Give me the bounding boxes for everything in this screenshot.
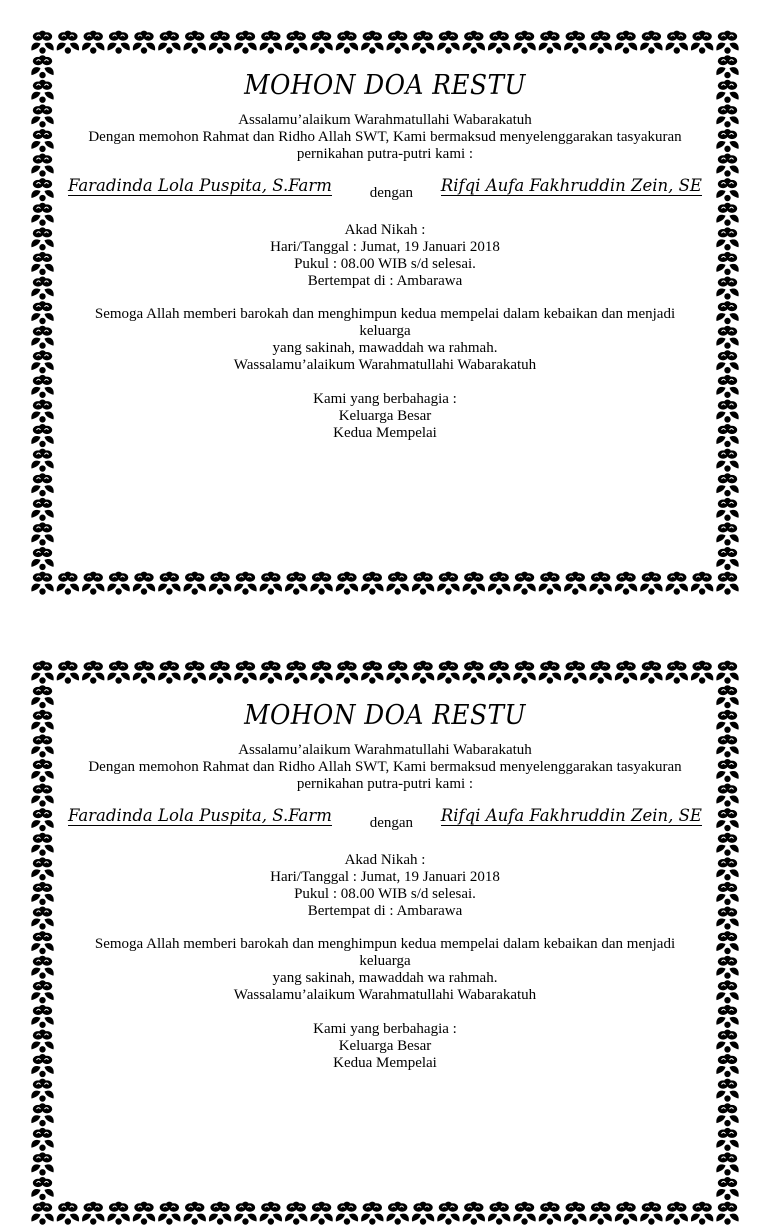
flower-ornament-icon: [209, 1202, 231, 1225]
flower-ornament-icon: [691, 661, 713, 684]
flower-ornament-icon: [310, 572, 332, 595]
flower-ornament-icon: [31, 301, 53, 324]
intro-line-2: pernikahan putra-putri kami :: [296, 146, 474, 162]
flower-ornament-icon: [31, 734, 53, 757]
flower-ornament-icon: [31, 104, 53, 127]
intro-line-2: pernikahan putra-putri kami :: [296, 776, 474, 792]
invitation-card: [30, 660, 740, 1226]
flower-ornament-icon: [716, 1177, 738, 1200]
flower-ornament-icon: [31, 326, 53, 349]
flower-ornament-icon: [666, 572, 688, 595]
flower-ornament-icon: [31, 1177, 53, 1200]
flower-ornament-icon: [31, 449, 53, 472]
flower-ornament-icon: [716, 1103, 738, 1126]
invitation-title: MOHON DOA RESTU: [244, 700, 526, 731]
flower-ornament-icon: [666, 661, 688, 684]
flower-ornament-icon: [209, 572, 231, 595]
flower-ornament-icon: [437, 572, 459, 595]
flower-ornament-icon: [716, 55, 738, 78]
flower-ornament-icon: [488, 661, 510, 684]
flower-ornament-icon: [31, 80, 53, 103]
flower-ornament-icon: [31, 759, 53, 782]
flower-ornament-icon: [31, 424, 53, 447]
signature-family: Keluarga Besar: [338, 1038, 432, 1054]
flower-ornament-icon: [412, 31, 434, 54]
flower-ornament-icon: [589, 661, 611, 684]
flower-ornament-icon: [107, 31, 129, 54]
flower-ornament-icon: [589, 1202, 611, 1225]
flower-ornament-icon: [716, 350, 738, 373]
flower-ornament-icon: [716, 833, 738, 856]
flower-ornament-icon: [640, 572, 662, 595]
flower-ornament-icon: [31, 350, 53, 373]
flower-ornament-icon: [57, 31, 79, 54]
signature-couple: Kedua Mempelai: [333, 1055, 437, 1071]
flower-ornament-icon: [716, 203, 738, 226]
flower-ornament-icon: [285, 1202, 307, 1225]
flower-ornament-icon: [31, 1128, 53, 1151]
flower-ornament-icon: [31, 1079, 53, 1102]
flower-ornament-icon: [691, 31, 713, 54]
flower-ornament-icon: [437, 1202, 459, 1225]
flower-ornament-icon: [31, 956, 53, 979]
flower-ornament-icon: [31, 931, 53, 954]
flower-ornament-icon: [133, 572, 155, 595]
flower-ornament-icon: [336, 1202, 358, 1225]
flower-ornament-icon: [716, 1079, 738, 1102]
prayer-line-2: yang sakinah, mawaddah wa rahmah.: [272, 970, 498, 986]
groom-name: Rifqi Aufa Fakhruddin Zein, SE: [440, 806, 702, 825]
event-date: Hari/Tanggal : Jumat, 19 Januari 2018: [270, 869, 500, 885]
flower-ornament-icon: [539, 1202, 561, 1225]
flower-ornament-icon: [716, 301, 738, 324]
flower-ornament-icon: [513, 31, 535, 54]
flower-ornament-icon: [386, 661, 408, 684]
flower-ornament-icon: [716, 178, 738, 201]
flower-ornament-icon: [234, 1202, 256, 1225]
flower-ornament-icon: [158, 1202, 180, 1225]
flower-ornament-icon: [564, 31, 586, 54]
flower-ornament-icon: [184, 572, 206, 595]
flower-ornament-icon: [463, 1202, 485, 1225]
flower-ornament-icon: [31, 1202, 53, 1225]
flower-ornament-icon: [513, 1202, 535, 1225]
event-place: Bertempat di : Ambarawa: [307, 903, 463, 919]
flower-ornament-icon: [691, 1202, 713, 1225]
flower-ornament-icon: [31, 808, 53, 831]
flower-ornament-icon: [488, 1202, 510, 1225]
flower-ornament-icon: [31, 1152, 53, 1175]
flower-ornament-icon: [260, 661, 282, 684]
flower-ornament-icon: [589, 572, 611, 595]
flower-ornament-icon: [716, 522, 738, 545]
flower-ornament-icon: [640, 661, 662, 684]
closing-greeting: Wassalamu’alaikum Warahmatullahi Wabarakatuh: [233, 357, 537, 373]
flower-ornament-icon: [184, 1202, 206, 1225]
flower-ornament-icon: [716, 252, 738, 275]
flower-ornament-icon: [31, 522, 53, 545]
prayer-line-1: Semoga Allah memberi barokah dan menghimpun kedua mempelai dalam kebaikan dan menjadi keluarga: [94, 936, 676, 969]
event-time: Pukul : 08.00 WIB s/d selesai.: [294, 256, 476, 272]
flower-ornament-icon: [184, 31, 206, 54]
event-date: Hari/Tanggal : Jumat, 19 Januari 2018: [270, 239, 500, 255]
flower-ornament-icon: [285, 572, 307, 595]
flower-ornament-icon: [513, 572, 535, 595]
flower-ornament-icon: [716, 449, 738, 472]
flower-ornament-icon: [209, 661, 231, 684]
bride-name: Faradinda Lola Puspita, S.Farm: [68, 176, 332, 195]
flower-ornament-icon: [463, 31, 485, 54]
flower-ornament-icon: [31, 399, 53, 422]
flower-ornament-icon: [184, 661, 206, 684]
flower-ornament-icon: [31, 203, 53, 226]
flower-ornament-icon: [107, 1202, 129, 1225]
flower-ornament-icon: [31, 55, 53, 78]
flower-ornament-icon: [31, 547, 53, 570]
flower-ornament-icon: [234, 572, 256, 595]
closing-greeting: Wassalamu’alaikum Warahmatullahi Wabarakatuh: [233, 987, 537, 1003]
flower-ornament-icon: [260, 31, 282, 54]
flower-ornament-icon: [539, 661, 561, 684]
flower-ornament-icon: [31, 375, 53, 398]
flower-ornament-icon: [158, 661, 180, 684]
connector-word: dengan: [369, 185, 414, 201]
flower-ornament-icon: [31, 784, 53, 807]
flower-ornament-icon: [31, 154, 53, 177]
flower-ornament-icon: [564, 1202, 586, 1225]
greeting: Assalamu’alaikum Warahmatullahi Wabarakatuh: [238, 112, 532, 128]
flower-ornament-icon: [31, 227, 53, 250]
flower-ornament-icon: [589, 31, 611, 54]
flower-ornament-icon: [31, 661, 53, 684]
flower-ornament-icon: [82, 661, 104, 684]
flower-ornament-icon: [82, 1202, 104, 1225]
flower-ornament-icon: [716, 1152, 738, 1175]
flower-ornament-icon: [412, 1202, 434, 1225]
flower-ornament-icon: [615, 661, 637, 684]
flower-ornament-icon: [31, 907, 53, 930]
flower-ornament-icon: [158, 572, 180, 595]
flower-ornament-icon: [386, 1202, 408, 1225]
signature-label: Kami yang berbahagia :: [313, 1021, 457, 1037]
flower-ornament-icon: [133, 1202, 155, 1225]
flower-ornament-icon: [666, 31, 688, 54]
flower-ornament-icon: [640, 1202, 662, 1225]
flower-ornament-icon: [564, 661, 586, 684]
flower-ornament-icon: [31, 1005, 53, 1028]
flower-ornament-icon: [107, 661, 129, 684]
flower-ornament-icon: [133, 661, 155, 684]
couple-names: [68, 176, 702, 201]
flower-ornament-icon: [31, 252, 53, 275]
flower-ornament-icon: [716, 931, 738, 954]
invitation-content: [70, 700, 700, 1072]
flower-ornament-icon: [666, 1202, 688, 1225]
signature-couple: Kedua Mempelai: [333, 425, 437, 441]
flower-ornament-icon: [488, 572, 510, 595]
flower-ornament-icon: [234, 661, 256, 684]
flower-ornament-icon: [716, 685, 738, 708]
intro-line-1: Dengan memohon Rahmat dan Ridho Allah SWT, Kami bermaksud menyelenggarakan tasyakuran: [88, 759, 682, 775]
flower-ornament-icon: [31, 277, 53, 300]
couple-names: [68, 806, 702, 831]
flower-ornament-icon: [716, 80, 738, 103]
flower-ornament-icon: [539, 572, 561, 595]
signature-label: Kami yang berbahagia :: [313, 391, 457, 407]
flower-ornament-icon: [31, 178, 53, 201]
flower-ornament-icon: [31, 685, 53, 708]
akad-label: Akad Nikah :: [344, 222, 426, 238]
flower-ornament-icon: [31, 833, 53, 856]
flower-ornament-icon: [412, 661, 434, 684]
flower-ornament-icon: [716, 572, 738, 595]
flower-ornament-icon: [488, 31, 510, 54]
flower-ornament-icon: [31, 857, 53, 880]
flower-ornament-icon: [716, 1005, 738, 1028]
flower-ornament-icon: [716, 784, 738, 807]
flower-ornament-icon: [716, 154, 738, 177]
flower-ornament-icon: [716, 424, 738, 447]
flower-ornament-icon: [716, 31, 738, 54]
flower-ornament-icon: [310, 31, 332, 54]
flower-ornament-icon: [82, 572, 104, 595]
flower-ornament-icon: [716, 498, 738, 521]
flower-ornament-icon: [716, 808, 738, 831]
flower-ornament-icon: [31, 572, 53, 595]
flower-ornament-icon: [564, 572, 586, 595]
flower-ornament-icon: [57, 572, 79, 595]
flower-ornament-icon: [361, 1202, 383, 1225]
flower-ornament-icon: [716, 734, 738, 757]
flower-ornament-icon: [716, 104, 738, 127]
flower-ornament-icon: [310, 661, 332, 684]
flower-ornament-icon: [716, 1054, 738, 1077]
flower-ornament-icon: [82, 31, 104, 54]
prayer-line-1: Semoga Allah memberi barokah dan menghimpun kedua mempelai dalam kebaikan dan menjadi keluarga: [94, 306, 676, 339]
flower-ornament-icon: [716, 399, 738, 422]
flower-ornament-icon: [57, 661, 79, 684]
flower-ornament-icon: [412, 572, 434, 595]
flower-ornament-icon: [31, 473, 53, 496]
flower-ornament-icon: [31, 1054, 53, 1077]
greeting: Assalamu’alaikum Warahmatullahi Wabarakatuh: [238, 742, 532, 758]
flower-ornament-icon: [716, 759, 738, 782]
flower-ornament-icon: [336, 31, 358, 54]
flower-ornament-icon: [260, 572, 282, 595]
intro-line-1: Dengan memohon Rahmat dan Ridho Allah SWT, Kami bermaksud menyelenggarakan tasyakuran: [88, 129, 682, 145]
flower-ornament-icon: [716, 1029, 738, 1052]
prayer-line-2: yang sakinah, mawaddah wa rahmah.: [272, 340, 498, 356]
flower-ornament-icon: [107, 572, 129, 595]
invitation-title: MOHON DOA RESTU: [244, 70, 526, 101]
flower-ornament-icon: [386, 31, 408, 54]
flower-ornament-icon: [361, 661, 383, 684]
flower-ornament-icon: [31, 980, 53, 1003]
flower-ornament-icon: [463, 572, 485, 595]
connector-word: dengan: [369, 815, 414, 831]
flower-ornament-icon: [133, 31, 155, 54]
flower-ornament-icon: [716, 473, 738, 496]
flower-ornament-icon: [361, 31, 383, 54]
flower-ornament-icon: [31, 882, 53, 905]
flower-ornament-icon: [260, 1202, 282, 1225]
flower-ornament-icon: [716, 547, 738, 570]
flower-ornament-icon: [716, 980, 738, 1003]
event-place: Bertempat di : Ambarawa: [307, 273, 463, 289]
flower-ornament-icon: [437, 661, 459, 684]
flower-ornament-icon: [716, 1202, 738, 1225]
flower-ornament-icon: [31, 1103, 53, 1126]
flower-ornament-icon: [31, 129, 53, 152]
flower-ornament-icon: [615, 1202, 637, 1225]
flower-ornament-icon: [640, 31, 662, 54]
flower-ornament-icon: [716, 956, 738, 979]
flower-ornament-icon: [615, 572, 637, 595]
flower-ornament-icon: [437, 31, 459, 54]
flower-ornament-icon: [31, 710, 53, 733]
invitation-card: [30, 30, 740, 596]
flower-ornament-icon: [716, 129, 738, 152]
flower-ornament-icon: [513, 661, 535, 684]
flower-ornament-icon: [716, 227, 738, 250]
flower-ornament-icon: [336, 572, 358, 595]
event-time: Pukul : 08.00 WIB s/d selesai.: [294, 886, 476, 902]
invitation-content: [70, 70, 700, 442]
akad-label: Akad Nikah :: [344, 852, 426, 868]
groom-name: Rifqi Aufa Fakhruddin Zein, SE: [440, 176, 702, 195]
flower-ornament-icon: [716, 326, 738, 349]
flower-ornament-icon: [615, 31, 637, 54]
flower-ornament-icon: [716, 1128, 738, 1151]
flower-ornament-icon: [57, 1202, 79, 1225]
flower-ornament-icon: [234, 31, 256, 54]
flower-ornament-icon: [716, 907, 738, 930]
flower-ornament-icon: [716, 710, 738, 733]
flower-ornament-icon: [158, 31, 180, 54]
flower-ornament-icon: [716, 661, 738, 684]
flower-ornament-icon: [716, 882, 738, 905]
flower-ornament-icon: [716, 857, 738, 880]
flower-ornament-icon: [310, 1202, 332, 1225]
flower-ornament-icon: [285, 31, 307, 54]
flower-ornament-icon: [336, 661, 358, 684]
flower-ornament-icon: [361, 572, 383, 595]
bride-name: Faradinda Lola Puspita, S.Farm: [68, 806, 332, 825]
flower-ornament-icon: [386, 572, 408, 595]
flower-ornament-icon: [285, 661, 307, 684]
signature-family: Keluarga Besar: [338, 408, 432, 424]
flower-ornament-icon: [31, 498, 53, 521]
flower-ornament-icon: [716, 375, 738, 398]
flower-ornament-icon: [209, 31, 231, 54]
flower-ornament-icon: [31, 1029, 53, 1052]
flower-ornament-icon: [716, 277, 738, 300]
flower-ornament-icon: [463, 661, 485, 684]
flower-ornament-icon: [31, 31, 53, 54]
flower-ornament-icon: [691, 572, 713, 595]
flower-ornament-icon: [539, 31, 561, 54]
